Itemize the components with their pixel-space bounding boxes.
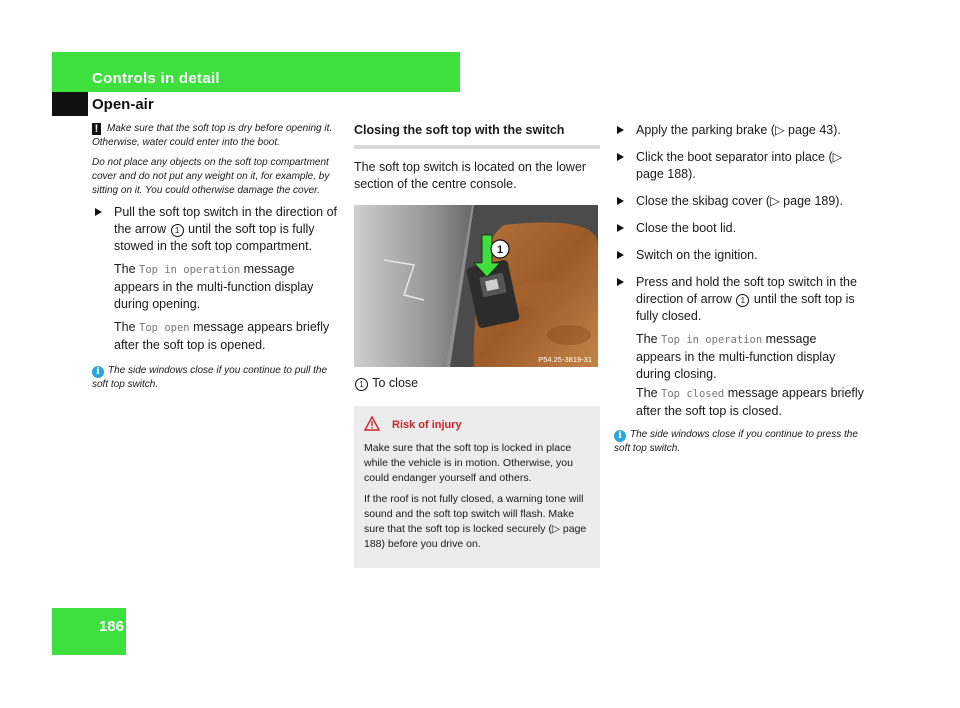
caution-note <box>92 122 338 150</box>
intro-text: The soft top switch is located on the lower section of the centre console. <box>354 160 587 191</box>
arrow-marker-icon: 1 <box>171 224 184 237</box>
display-message-code: Top in operation <box>661 334 763 346</box>
warning-title-text: Risk of injury <box>392 419 462 431</box>
info-note <box>614 428 864 456</box>
page-number: 186 <box>98 618 124 635</box>
instruction-bullet: Apply the parking brake (▷ page 43). <box>614 122 864 139</box>
display-message-code: Top in operation <box>139 264 241 276</box>
caution-icon: ! <box>92 123 101 135</box>
warning-triangle-icon <box>364 416 380 431</box>
text: The <box>114 262 136 276</box>
caption-text: To close <box>372 376 419 390</box>
right-column <box>614 122 864 462</box>
text: message appears briefly after the soft top is closed. <box>636 386 864 418</box>
display-message-code: Top closed <box>661 388 725 400</box>
warning-title <box>364 416 590 433</box>
instruction-bullet: Close the boot lid. <box>614 220 864 237</box>
text: The <box>636 386 658 400</box>
instruction-text-start: Press and hold the soft top switch in the direction of arrow <box>636 275 857 306</box>
warning-paragraph: Make sure that the soft top is locked in place while the vehicle is in motion. Otherwise, you could endanger yourself and others. <box>364 442 573 484</box>
caption-marker-icon: 1 <box>355 378 368 391</box>
middle-column <box>354 122 600 568</box>
info-icon: i <box>92 366 104 378</box>
caution-text: Make sure that the soft top is dry before opening it. Otherwise, water could enter into the boot. <box>92 123 333 148</box>
console-photo <box>354 205 598 367</box>
arrow-marker-icon: 1 <box>736 294 749 307</box>
info-note <box>92 364 338 392</box>
instruction-bullet <box>92 204 338 255</box>
instruction-bullet: Click the boot separator into place (▷ page 188). <box>614 149 864 183</box>
info-icon: i <box>614 430 626 442</box>
info-text: The side windows close if you continue to press the soft top switch. <box>614 429 858 454</box>
display-message-code: Top open <box>139 322 190 334</box>
caution-note-2: Do not place any objects on the soft top compartment cover and do not put any weight on it, for example, by sitting on it. You could otherwise damage the cover. <box>92 157 330 196</box>
text: message appears in the multi-function display during closing. <box>636 332 836 381</box>
text: message appears in the multi-function display during opening. <box>114 262 314 311</box>
instruction-text-end: until the soft top is fully stowed in the soft top compartment. <box>114 222 315 253</box>
display-message-paragraph <box>614 385 864 420</box>
left-column <box>92 122 338 398</box>
warning-box <box>354 406 600 568</box>
subsection-title: Open-air <box>92 96 154 113</box>
instruction-bullet <box>614 274 864 325</box>
display-message-paragraph <box>614 331 864 383</box>
info-text: The side windows close if you continue to pull the soft top switch. <box>92 365 328 390</box>
section-tab-marker <box>52 92 88 116</box>
instruction-text-end: until the soft top is fully closed. <box>636 292 855 323</box>
section-title: Controls in detail <box>92 70 220 87</box>
console-photo-image <box>354 205 598 367</box>
display-message-paragraph <box>92 319 338 354</box>
photo-caption <box>354 375 600 392</box>
instruction-text-start: Pull the soft top switch in the direction of the arrow <box>114 205 338 236</box>
section-heading: Closing the soft top with the switch <box>354 122 600 149</box>
photo-marker: 1 <box>496 244 504 256</box>
warning-paragraph: If the roof is not fully closed, a warning tone will sound and the soft top switch will flash. Make sure that the soft top is locked securely (▷ page 188) before you drive on. <box>364 493 587 550</box>
text: The <box>114 320 136 334</box>
text: message appears briefly after the soft top is opened. <box>114 320 330 352</box>
instruction-bullet: Switch on the ignition. <box>614 247 864 264</box>
photo-code: P54.25-3819-31 <box>538 355 592 364</box>
display-message-paragraph <box>92 261 338 313</box>
text: The <box>636 332 658 346</box>
instruction-bullet: Close the skibag cover (▷ page 189). <box>614 193 864 210</box>
